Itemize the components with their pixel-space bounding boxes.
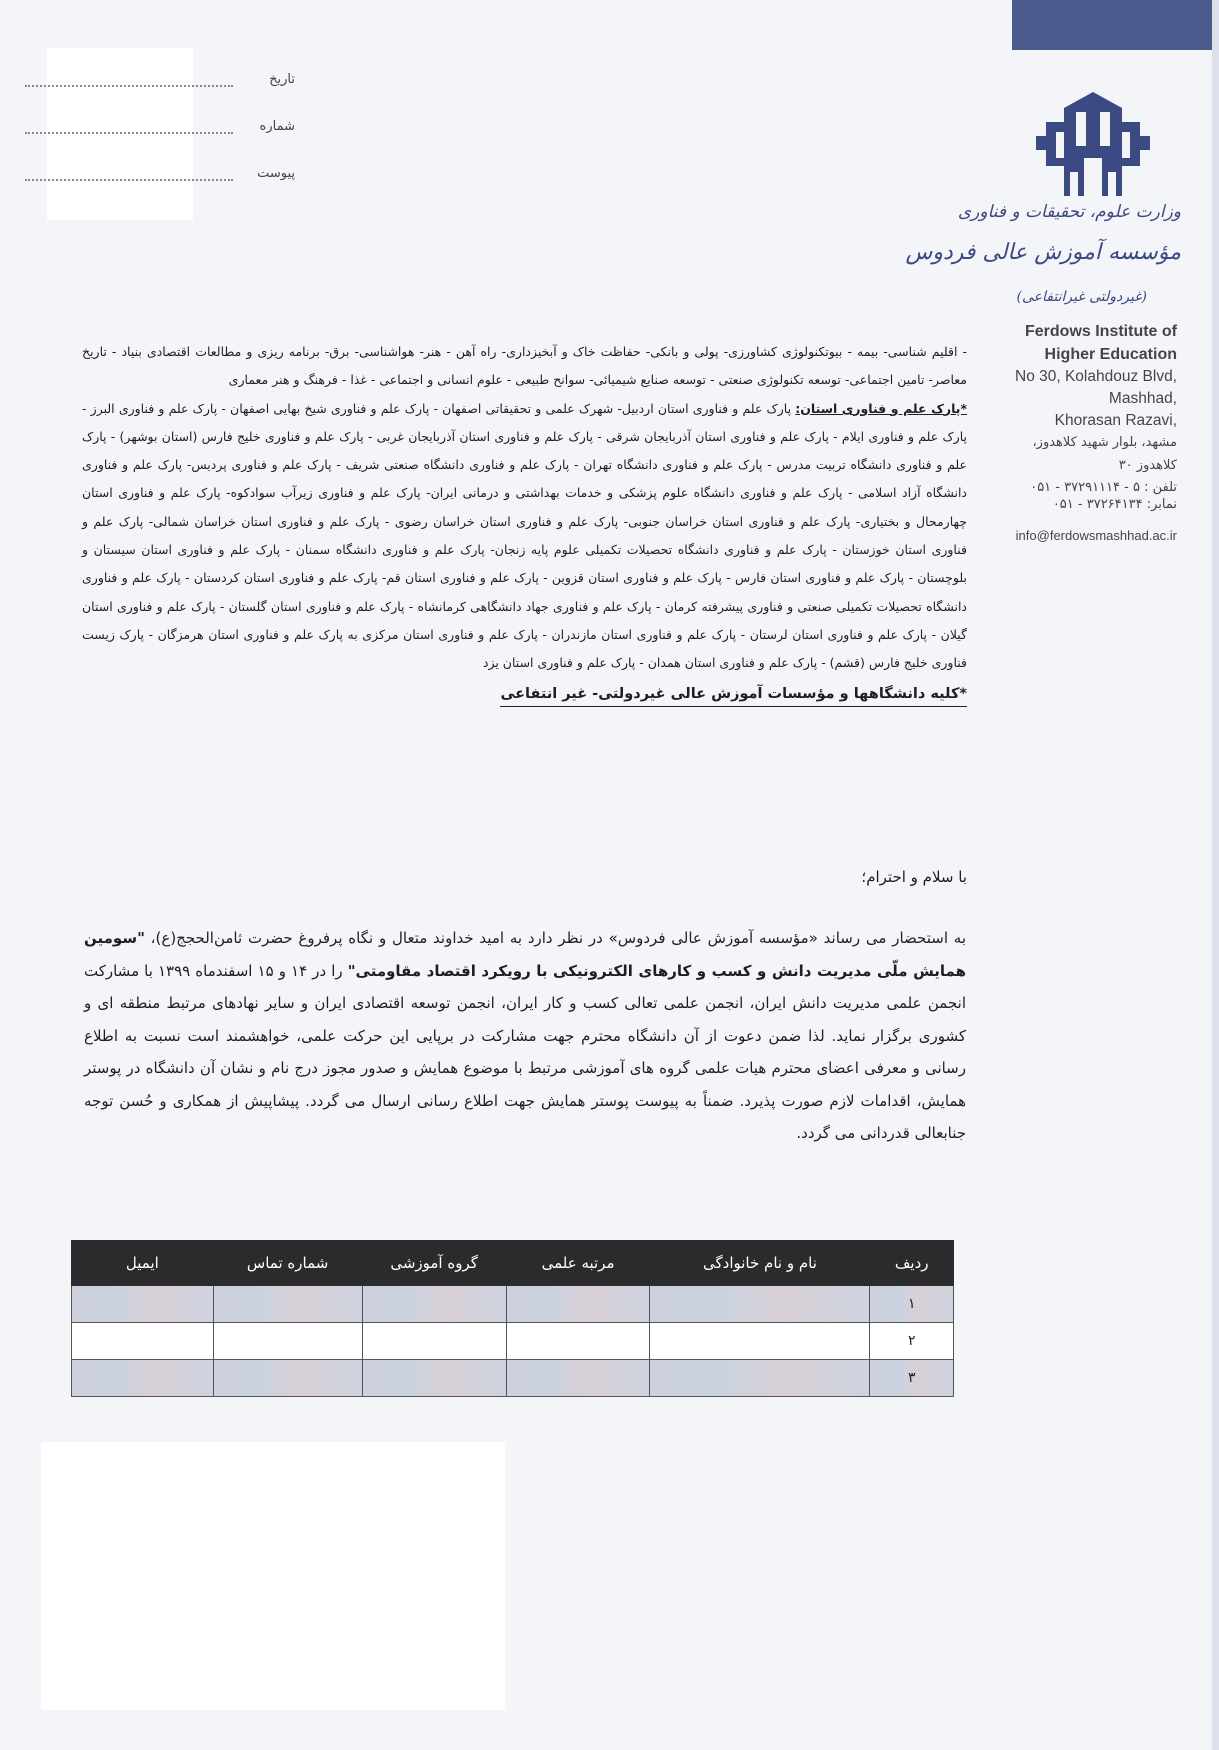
greeting: با سلام و احترام؛ [861, 868, 967, 886]
col-rank: مرتبه علمی [506, 1241, 650, 1286]
number-label: شماره [259, 119, 295, 134]
col-row: ردیف [870, 1241, 954, 1286]
address-en-line3: Khorasan Razavi, [1054, 412, 1177, 429]
letter-body [84, 922, 966, 1150]
date-field [25, 72, 295, 94]
phone-line: تلفن : ۵ - ۳۷۲۹۱۱۱۴ - ۰۵۱ [1030, 480, 1177, 495]
address-fa-line2: کلاهدوز ۳۰ [1118, 458, 1177, 473]
cell-dept[interactable] [362, 1360, 506, 1397]
table-row [72, 1323, 954, 1360]
all-universities-heading: *کلیه دانشگاهها و مؤسسات آموزش عالی غیردولتی- غیر انتفاعی [500, 682, 967, 707]
participants-table [71, 1240, 954, 1397]
parks-heading: *پارک علم و فناوری استان: [795, 400, 967, 416]
institute-name-en-line1: Ferdows Institute of [1025, 323, 1177, 340]
institute-logo-icon [1036, 92, 1150, 196]
recipients-list-continuation: - اقلیم شناسی- بیمه - بیوتکنولوژی کشاورزی- پولی و بانکی- حفاظت خاک و آبخیزداری- راه آهن - هنر- هواشناسی- برق- برنامه ریزی و مطالعات اقتصادی بنیاد - تاریخ معاصر- تامین اجتماعی- توسعه تکنولوژی صنعتی - توسعه صنایع شیمیائی- سوانح طبیعی - علوم انسانی و اجتماعی - غذا - فرهنگ و هنر معماری [82, 344, 967, 388]
cell-email[interactable] [72, 1360, 214, 1397]
institute-name-en-line2: Higher Education [1044, 346, 1177, 363]
cell-dept[interactable] [362, 1323, 506, 1360]
corner-color-bar [1012, 0, 1219, 50]
cell-email[interactable] [72, 1323, 214, 1360]
address-fa-line1: مشهد، بلوار شهید کلاهدوز، [1032, 435, 1177, 450]
letter-body-part2: را در ۱۴ و ۱۵ اسفندماه ۱۳۹۹ با مشارکت انجمن علمی مدیریت دانش ایران، انجمن علمی تعالی کسب و کار ایران، انجمن توسعه اقتصادی ایران و سایر نهادهای مرتبط منطقه ای و کشوری برگزار نماید. لذا ضمن دعوت از آن دانشگاه محترم جهت مشارکت در برپایی این حرکت علمی، خواهشمند است نسبت به اطلاع رسانی و معرفی اعضای محترم هیات علمی گروه های آموزشی مرتبط با موضوع همایش و صدور مجوز درج نام و نشان آن دانشگاه در پوستر همایش، اقدامات لازم صورت پذیرد. ضمناً به پیوست پوستر همایش جهت اطلاع رسانی ارسال می گردد. پیشاپیش از همکاری و حُسن توجه جنابعالی قدردانی می گردد. [84, 961, 966, 1142]
col-dept: گروه آموزشی [362, 1241, 506, 1286]
fax-line: نمابر: ۳۷۲۶۴۱۳۴ - ۰۵۱ [1052, 497, 1177, 512]
col-name: نام و نام خانوادگی [650, 1241, 870, 1286]
institute-name-en [1025, 320, 1177, 366]
ministry-name: وزارت علوم، تحقیقات و فناوری [957, 202, 1181, 222]
cell-dept[interactable] [362, 1286, 506, 1323]
address-en [1015, 366, 1177, 432]
phone-number [1030, 480, 1177, 512]
address-en-line2: Mashhad, [1108, 390, 1177, 407]
conference-title: "سومین همایش ملّی مدیریت دانش و کسب و کارهای الکترونیکی با رویکرد اقتصاد مقاومتی" [84, 929, 966, 980]
cell-rank[interactable] [506, 1360, 650, 1397]
cell-name[interactable] [650, 1286, 870, 1323]
table-header-row [72, 1241, 954, 1286]
cell-phone[interactable] [213, 1286, 362, 1323]
cell-phone[interactable] [213, 1360, 362, 1397]
institute-name-fa: مؤسسه آموزش عالی فردوس [905, 240, 1181, 265]
redacted-area-bottom [41, 1442, 505, 1710]
attachment-dotted-line [25, 179, 233, 181]
address-en-line1: No 30, Kolahdouz Blvd, [1015, 368, 1177, 385]
attachment-label: پیوست [257, 166, 295, 181]
col-phone: شماره تماس [213, 1241, 362, 1286]
cell-name[interactable] [650, 1360, 870, 1397]
table-row [72, 1286, 954, 1323]
email-address: info@ferdowsmashhad.ac.ir [1015, 528, 1177, 543]
letter-body-part1: به استحضار می رساند «مؤسسه آموزش عالی فردوس» در نظر دارد به امید خداوند متعال و نگاه پرفروغ حضرت ثامن‌الحجج(ع)، [144, 929, 966, 947]
attachment-field [25, 166, 295, 188]
cell-name[interactable] [650, 1323, 870, 1360]
table-row [72, 1360, 954, 1397]
cell-rank[interactable] [506, 1286, 650, 1323]
cell-phone[interactable] [213, 1323, 362, 1360]
row-number: ۲ [870, 1323, 954, 1360]
row-number: ۱ [870, 1286, 954, 1323]
cell-rank[interactable] [506, 1323, 650, 1360]
address-fa [1032, 431, 1177, 477]
number-field [25, 119, 295, 141]
parks-list: پارک علم و فناوری استان اردبیل- شهرک علمی و تحقیقاتی اصفهان - پارک علم و فناوری شیخ بهایی اصفهان - پارک علم و فناوری البرز - پارک علم و فناوری ایلام - پارک علم و فناوری استان آذربایجان شرقی - پارک علم و فناوری استان آذربایجان غربی - پارک علم و فناوری خلیج فارس (استان بوشهر) - پارک علم و فناوری دانشگاه تربیت مدرس - پارک علم و فناوری دانشگاه تهران - پارک علم و فناوری دانشگاه صنعتی شریف - پارک علم و فناوری پردیس- پارک علم و فناوری دانشگاه آزاد اسلامی - پارک علم و فناوری دانشگاه علوم پزشکی و خدمات بهداشتی و درمانی ایران- پارک علم و فناوری زیرآب سوادکوه- پارک علم و فناوری استان چهارمحال و بختیاری- پارک علم و فناوری استان خراسان جنوبی- پارک علم و فناوری استان خراسان رضوی - پارک علم و فناوری استان خراسان شمالی- پارک علم و فناوری استان خوزستان - پارک علم و فناوری دانشگاه تحصیلات تکمیلی علوم پایه زنجان- پارک علم و فناوری دانشگاه سمنان - پارک علم و فناوری استان سیستان و بلوچستان - پارک علم و فناوری استان فارس - پارک علم و فناوری استان قزوین - پارک علم و فناوری استان قم- پارک علم و فناوری استان کردستان - پارک علم و فناوری دانشگاه تحصیلات تکمیلی صنعتی و فناوری پیشرفته کرمان - پارک علم و فناوری جهاد دانشگاهی کرمانشاه - پارک علم و فناوری استان گلستان - پارک علم و فناوری استان گیلان - پارک علم و فناوری استان لرستان - پارک علم و فناوری استان مازندران - پارک علم و فناوری استان مرکزی به پارک علم و فناوری استان هرمزگان - پارک زیست فناوری خلیج فارس (قشم) - پارک علم و فناوری استان همدان - پارک علم و فناوری استان یزد [82, 400, 967, 671]
recipients-block [82, 338, 967, 708]
page-edge [1212, 0, 1219, 1750]
cell-email[interactable] [72, 1286, 214, 1323]
col-email: ایمیل [72, 1241, 214, 1286]
number-dotted-line [25, 132, 233, 134]
institute-subtitle-fa: (غیردولتی غیرانتفاعی) [1016, 289, 1147, 305]
date-dotted-line [25, 85, 233, 87]
date-label: تاریخ [269, 72, 295, 87]
row-number: ۳ [870, 1360, 954, 1397]
